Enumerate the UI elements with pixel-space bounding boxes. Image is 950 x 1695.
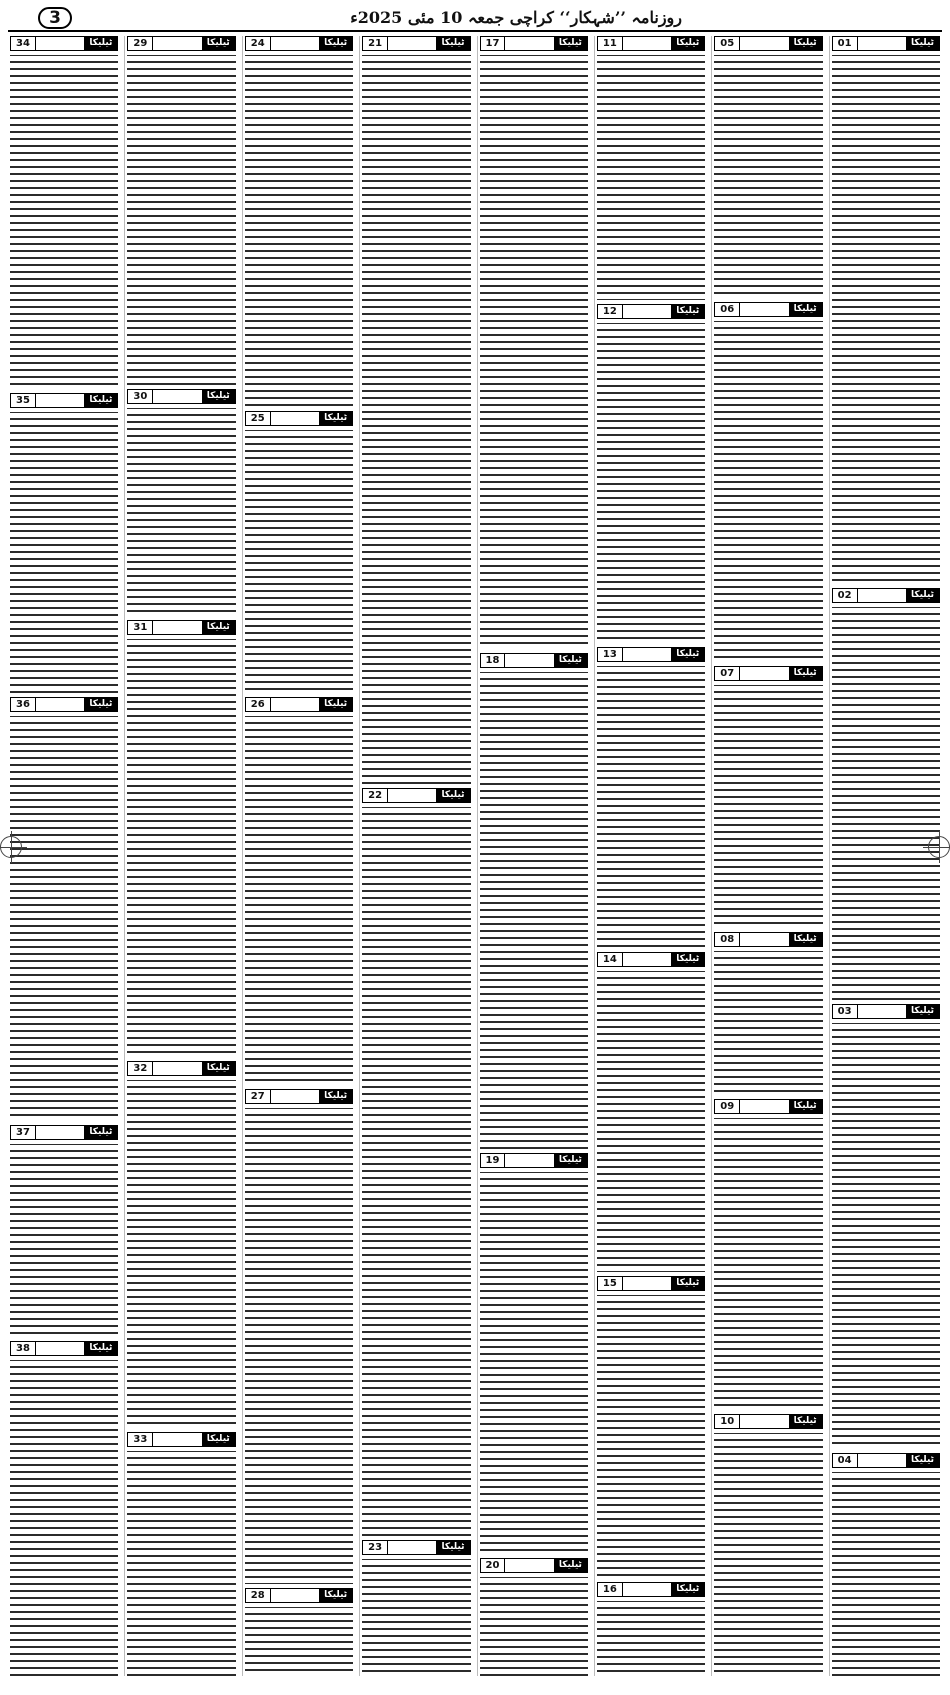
notice-header — [832, 1004, 940, 1019]
page-header — [8, 6, 942, 32]
notice-header — [714, 1099, 822, 1114]
notice-header-rule — [505, 1154, 553, 1167]
notice-label: ٹیلیکا — [671, 305, 704, 318]
notice-header — [480, 36, 588, 51]
notice-header — [10, 393, 118, 408]
notice-header-rule — [388, 1541, 436, 1554]
notice-number: 33 — [128, 1433, 153, 1446]
notice-header-rule — [36, 37, 84, 50]
notice-header — [714, 932, 822, 947]
notice-number: 22 — [363, 789, 388, 802]
notice-header-rule — [623, 37, 671, 50]
notice-header-rule — [36, 1342, 84, 1355]
notice-body-text — [480, 54, 588, 649]
notice-label: ٹیلیکا — [436, 37, 469, 50]
registration-mark-icon — [928, 836, 950, 858]
notice-number: 15 — [598, 1277, 623, 1290]
notice-body-text — [127, 638, 235, 1057]
notice-header — [597, 1276, 705, 1291]
notice-body-text — [597, 1294, 705, 1577]
notice-item — [127, 36, 235, 385]
notice-item — [362, 788, 470, 1536]
notice-item — [714, 1099, 822, 1410]
notice-header-rule — [623, 1277, 671, 1290]
notice-number: 02 — [833, 589, 858, 602]
notice-item — [832, 36, 940, 584]
notice-header-rule — [505, 37, 553, 50]
notice-label: ٹیلیکا — [906, 589, 939, 602]
notice-number: 28 — [246, 1589, 271, 1602]
notice-header-rule — [623, 648, 671, 661]
notice-item — [597, 952, 705, 1272]
text-column — [8, 36, 120, 1676]
notice-item — [245, 1588, 353, 1676]
notice-number: 19 — [481, 1154, 506, 1167]
notice-number: 03 — [833, 1005, 858, 1018]
notice-item — [362, 36, 470, 784]
notice-body-text — [597, 970, 705, 1272]
notice-item — [832, 1453, 940, 1676]
notice-body-text — [245, 1107, 353, 1583]
notice-item — [714, 932, 822, 1096]
notice-header — [480, 1153, 588, 1168]
notice-header — [245, 36, 353, 51]
notice-item — [10, 393, 118, 693]
notice-body-text — [362, 1558, 470, 1676]
notice-header-rule — [858, 1454, 906, 1467]
notice-item — [127, 1061, 235, 1428]
text-column — [124, 36, 237, 1676]
notice-body-text — [10, 411, 118, 693]
notice-label: ٹیلیکا — [84, 1342, 117, 1355]
notice-header — [597, 647, 705, 662]
notice-header — [10, 1341, 118, 1356]
notice-label: ٹیلیکا — [671, 648, 704, 661]
notice-header — [832, 1453, 940, 1468]
notice-header — [245, 411, 353, 426]
notice-header-rule — [271, 1090, 319, 1103]
notice-item — [480, 1153, 588, 1554]
notice-header-rule — [36, 394, 84, 407]
masthead: روزنامہ ’’شہکار‘‘ کراچی جمعہ 10 مئی 2025ء — [350, 8, 682, 27]
notice-item — [10, 1341, 118, 1676]
notice-header — [245, 697, 353, 712]
notice-label: ٹیلیکا — [554, 1559, 587, 1572]
notice-header-rule — [858, 589, 906, 602]
notice-label: ٹیلیکا — [319, 412, 352, 425]
text-column — [359, 36, 472, 1676]
notice-body-text — [245, 715, 353, 1085]
notice-number: 23 — [363, 1541, 388, 1554]
notice-header — [597, 1582, 705, 1597]
notice-number: 14 — [598, 953, 623, 966]
notice-header — [480, 653, 588, 668]
notice-body-text — [832, 54, 940, 584]
notice-number: 01 — [833, 37, 858, 50]
notice-header — [127, 36, 235, 51]
notice-item — [597, 1582, 705, 1676]
notice-number: 11 — [598, 37, 623, 50]
notice-number: 21 — [363, 37, 388, 50]
notice-header — [245, 1089, 353, 1104]
notice-item — [714, 1414, 822, 1676]
notice-item — [597, 36, 705, 300]
notice-label: ٹیلیکا — [671, 37, 704, 50]
notice-number: 32 — [128, 1062, 153, 1075]
notice-header-rule — [153, 1062, 201, 1075]
notice-label: ٹیلیکا — [671, 1583, 704, 1596]
notice-header-rule — [740, 303, 788, 316]
notice-body-text — [10, 54, 118, 389]
notice-item — [10, 697, 118, 1121]
notice-body-text — [714, 950, 822, 1096]
notice-item — [832, 1004, 940, 1450]
notice-number: 20 — [481, 1559, 506, 1572]
notice-header-rule — [740, 37, 788, 50]
notice-item — [10, 1125, 118, 1337]
notice-label: ٹیلیکا — [202, 621, 235, 634]
text-column — [829, 36, 942, 1676]
page-number: 3 — [38, 7, 72, 29]
notice-number: 16 — [598, 1583, 623, 1596]
notice-label: ٹیلیکا — [554, 37, 587, 50]
notice-item — [10, 36, 118, 389]
notice-label: ٹیلیکا — [671, 1277, 704, 1290]
notice-body-text — [245, 429, 353, 693]
notice-header-rule — [271, 37, 319, 50]
notice-body-text — [480, 1171, 588, 1554]
notice-header-rule — [740, 667, 788, 680]
notice-header-rule — [505, 654, 553, 667]
notice-body-text — [127, 1450, 235, 1676]
notice-body-text — [714, 684, 822, 928]
text-column — [477, 36, 590, 1676]
notice-body-text — [832, 1471, 940, 1676]
notice-label: ٹیلیکا — [202, 390, 235, 403]
notice-header — [832, 36, 940, 51]
notice-body-text — [597, 1600, 705, 1676]
notice-number: 25 — [246, 412, 271, 425]
registration-mark-icon — [0, 836, 22, 858]
notice-header-rule — [153, 390, 201, 403]
notice-label: ٹیلیکا — [319, 1589, 352, 1602]
notice-header — [597, 952, 705, 967]
notice-header — [714, 1414, 822, 1429]
notice-number: 24 — [246, 37, 271, 50]
notice-item — [714, 302, 822, 662]
notice-number: 29 — [128, 37, 153, 50]
notice-item — [714, 36, 822, 298]
notice-header — [127, 1061, 235, 1076]
notice-label: ٹیلیکا — [84, 698, 117, 711]
notice-header — [127, 1432, 235, 1447]
notice-number: 06 — [715, 303, 740, 316]
notice-header-rule — [153, 621, 201, 634]
notice-label: ٹیلیکا — [554, 654, 587, 667]
notice-item — [480, 1558, 588, 1676]
notice-header — [362, 1540, 470, 1555]
notice-header-rule — [388, 789, 436, 802]
notice-header — [714, 36, 822, 51]
notice-label: ٹیلیکا — [554, 1154, 587, 1167]
notice-number: 13 — [598, 648, 623, 661]
notice-number: 38 — [11, 1342, 36, 1355]
notice-body-text — [714, 1432, 822, 1676]
text-column — [242, 36, 355, 1676]
notice-label: ٹیلیکا — [319, 1090, 352, 1103]
notice-body-text — [127, 54, 235, 385]
notice-item — [245, 411, 353, 693]
notice-header — [10, 36, 118, 51]
notice-header — [714, 666, 822, 681]
notice-header — [127, 389, 235, 404]
notice-item — [597, 1276, 705, 1577]
notice-number: 31 — [128, 621, 153, 634]
notice-number: 35 — [11, 394, 36, 407]
notice-header — [10, 697, 118, 712]
notice-label: ٹیلیکا — [84, 394, 117, 407]
notice-number: 36 — [11, 698, 36, 711]
notice-body-text — [245, 1606, 353, 1676]
notice-body-text — [597, 665, 705, 948]
notice-header-rule — [271, 1589, 319, 1602]
notice-body-text — [597, 322, 705, 643]
notice-label: ٹیلیکا — [906, 1005, 939, 1018]
notice-item — [127, 620, 235, 1057]
notice-header-rule — [388, 37, 436, 50]
notice-label: ٹیلیکا — [84, 1126, 117, 1139]
text-column — [594, 36, 707, 1676]
notice-label: ٹیلیکا — [319, 37, 352, 50]
notice-header-rule — [505, 1559, 553, 1572]
notice-item — [480, 653, 588, 1148]
notice-item — [245, 1089, 353, 1583]
notice-item — [245, 36, 353, 407]
notice-header-rule — [153, 1433, 201, 1446]
notice-header — [597, 304, 705, 319]
notice-body-text — [10, 1143, 118, 1337]
notice-header-rule — [740, 1100, 788, 1113]
notice-header-rule — [623, 953, 671, 966]
text-columns — [8, 36, 942, 1676]
notice-label: ٹیلیکا — [789, 1100, 822, 1113]
notice-label: ٹیلیکا — [436, 1541, 469, 1554]
notice-header — [597, 36, 705, 51]
notice-label: ٹیلیکا — [906, 37, 939, 50]
notice-item — [714, 666, 822, 928]
notice-item — [127, 1432, 235, 1676]
notice-body-text — [127, 1079, 235, 1428]
notice-body-text — [10, 715, 118, 1121]
notice-label: ٹیلیکا — [202, 1062, 235, 1075]
notice-body-text — [127, 407, 235, 616]
notice-number: 12 — [598, 305, 623, 318]
notice-header — [245, 1588, 353, 1603]
notice-body-text — [362, 54, 470, 784]
notice-header — [127, 620, 235, 635]
notice-item — [245, 697, 353, 1085]
notice-body-text — [714, 54, 822, 298]
notice-number: 30 — [128, 390, 153, 403]
notice-item — [127, 389, 235, 616]
notice-number: 27 — [246, 1090, 271, 1103]
notice-number: 08 — [715, 933, 740, 946]
notice-label: ٹیلیکا — [202, 1433, 235, 1446]
notice-label: ٹیلیکا — [789, 933, 822, 946]
notice-header-rule — [858, 1005, 906, 1018]
notice-header — [480, 1558, 588, 1573]
notice-header-rule — [740, 933, 788, 946]
notice-number: 26 — [246, 698, 271, 711]
notice-item — [832, 588, 940, 999]
notice-body-text — [10, 1359, 118, 1676]
notice-header-rule — [36, 698, 84, 711]
notice-item — [597, 647, 705, 948]
notice-header — [362, 788, 470, 803]
notice-number: 05 — [715, 37, 740, 50]
notice-label: ٹیلیکا — [906, 1454, 939, 1467]
notice-label: ٹیلیکا — [789, 667, 822, 680]
notice-number: 17 — [481, 37, 506, 50]
notice-label: ٹیلیکا — [789, 303, 822, 316]
notice-label: ٹیلیکا — [671, 953, 704, 966]
notice-header-rule — [36, 1126, 84, 1139]
notice-header — [362, 36, 470, 51]
notice-header-rule — [153, 37, 201, 50]
notice-label: ٹیلیکا — [789, 1415, 822, 1428]
notice-number: 37 — [11, 1126, 36, 1139]
notice-number: 07 — [715, 667, 740, 680]
notice-body-text — [597, 54, 705, 300]
notice-number: 09 — [715, 1100, 740, 1113]
notice-header — [10, 1125, 118, 1140]
notice-number: 18 — [481, 654, 506, 667]
notice-label: ٹیلیکا — [202, 37, 235, 50]
notice-number: 34 — [11, 37, 36, 50]
notice-item — [362, 1540, 470, 1676]
notice-header-rule — [271, 412, 319, 425]
notice-label: ٹیلیکا — [436, 789, 469, 802]
text-column — [711, 36, 824, 1676]
notice-label: ٹیلیکا — [319, 698, 352, 711]
notice-item — [597, 304, 705, 643]
notice-body-text — [480, 671, 588, 1148]
notice-label: ٹیلیکا — [84, 37, 117, 50]
notice-header — [714, 302, 822, 317]
notice-body-text — [832, 606, 940, 999]
notice-body-text — [362, 806, 470, 1536]
notice-number: 10 — [715, 1415, 740, 1428]
notice-header-rule — [858, 37, 906, 50]
notice-header-rule — [623, 305, 671, 318]
notice-label: ٹیلیکا — [789, 37, 822, 50]
notice-header-rule — [623, 1583, 671, 1596]
notice-header-rule — [271, 698, 319, 711]
notice-body-text — [714, 320, 822, 662]
notice-number: 04 — [833, 1454, 858, 1467]
notice-body-text — [245, 54, 353, 407]
notice-body-text — [480, 1576, 588, 1676]
notice-header-rule — [740, 1415, 788, 1428]
notice-body-text — [832, 1022, 940, 1450]
notice-header — [832, 588, 940, 603]
notice-body-text — [714, 1117, 822, 1410]
notice-item — [480, 36, 588, 649]
